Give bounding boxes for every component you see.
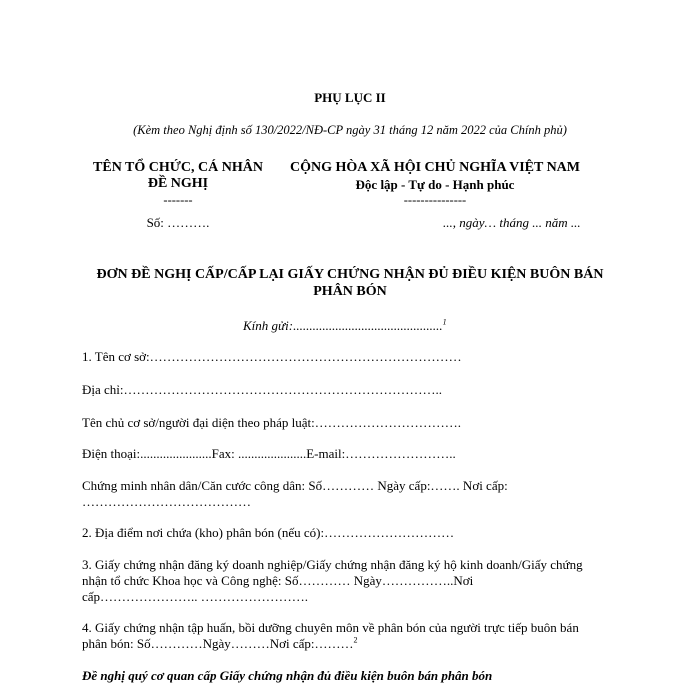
- country-name: CỘNG HÒA XÃ HỘI CHỦ NGHĨA VIỆT NAM: [289, 160, 580, 175]
- form-title-line2: PHÂN BÓN: [313, 284, 387, 299]
- field-owner: Tên chủ cơ sở/người đại diện theo pháp luật:…………………………….: [82, 415, 461, 430]
- left-separator: -------: [163, 193, 193, 207]
- addressee: [243, 318, 447, 334]
- decree-note: (Kèm theo Nghị định số 130/2022/NĐ-CP ngày 31 tháng 12 năm 2022 của Chính phủ): [133, 123, 567, 137]
- footnote-2: 2: [353, 635, 358, 645]
- appendix-title: PHỤ LỤC II: [314, 90, 386, 105]
- footnote-1: 1: [442, 317, 447, 327]
- document-number: Số: ……….: [146, 215, 210, 230]
- field-business-cert-line2: nhận tổ chức Khoa học và Công nghệ: Số………… Ngày……………..Nơi: [82, 573, 474, 588]
- field-facility-name: 1. Tên cơ sở:………………………………………………………………: [82, 349, 462, 364]
- field-contact: Điện thoại:......................Fax: .....................E-mail:……………………..: [82, 446, 456, 461]
- field-training-cert-line2: [82, 635, 622, 652]
- field-training-cert-text: phân bón: Số…………Ngày………Nơi cấp:………: [82, 636, 354, 651]
- national-motto: Độc lập - Tự do - Hạnh phúc: [355, 177, 515, 192]
- field-id-line1: Chứng minh nhân dân/Căn cước công dân: Số………… Ngày cấp:……. Nơi cấp:: [82, 478, 508, 493]
- field-training-cert-line1: 4. Giấy chứng nhận tập huấn, bồi dưỡng chuyên môn về phân bón của người trực tiếp buôn bán: [82, 620, 579, 635]
- org-name-line2: ĐỀ NGHỊ: [147, 176, 209, 191]
- addressee-text: Kính gửi:..............................................: [243, 318, 443, 333]
- field-storage-location: 2. Địa điểm nơi chứa (kho) phân bón (nếu có):…………………………: [82, 525, 455, 540]
- field-address: Địa chỉ:………………………………………………………………..: [82, 382, 443, 397]
- date-line: ..., ngày… tháng ... năm ...: [443, 215, 581, 230]
- request-statement: Đề nghị quý cơ quan cấp Giấy chứng nhận đủ điều kiện buôn bán phân bón: [82, 668, 493, 683]
- right-separator: ---------------: [403, 193, 467, 207]
- field-business-cert-line1: 3. Giấy chứng nhận đăng ký doanh nghiệp/Giấy chứng nhận đăng ký hộ kinh doanh/Giấy chứng: [82, 557, 583, 572]
- org-name-line1: TÊN TỔ CHỨC, CÁ NHÂN: [93, 160, 263, 175]
- form-title-line1: ĐƠN ĐỀ NGHỊ CẤP/CẤP LẠI GIẤY CHỨNG NHẬN ĐỦ ĐIỀU KIỆN BUÔN BÁN: [96, 267, 604, 282]
- field-business-cert-line3: cấp………………….. …………………….: [82, 589, 309, 604]
- field-id-line2: …………………………………: [82, 494, 251, 509]
